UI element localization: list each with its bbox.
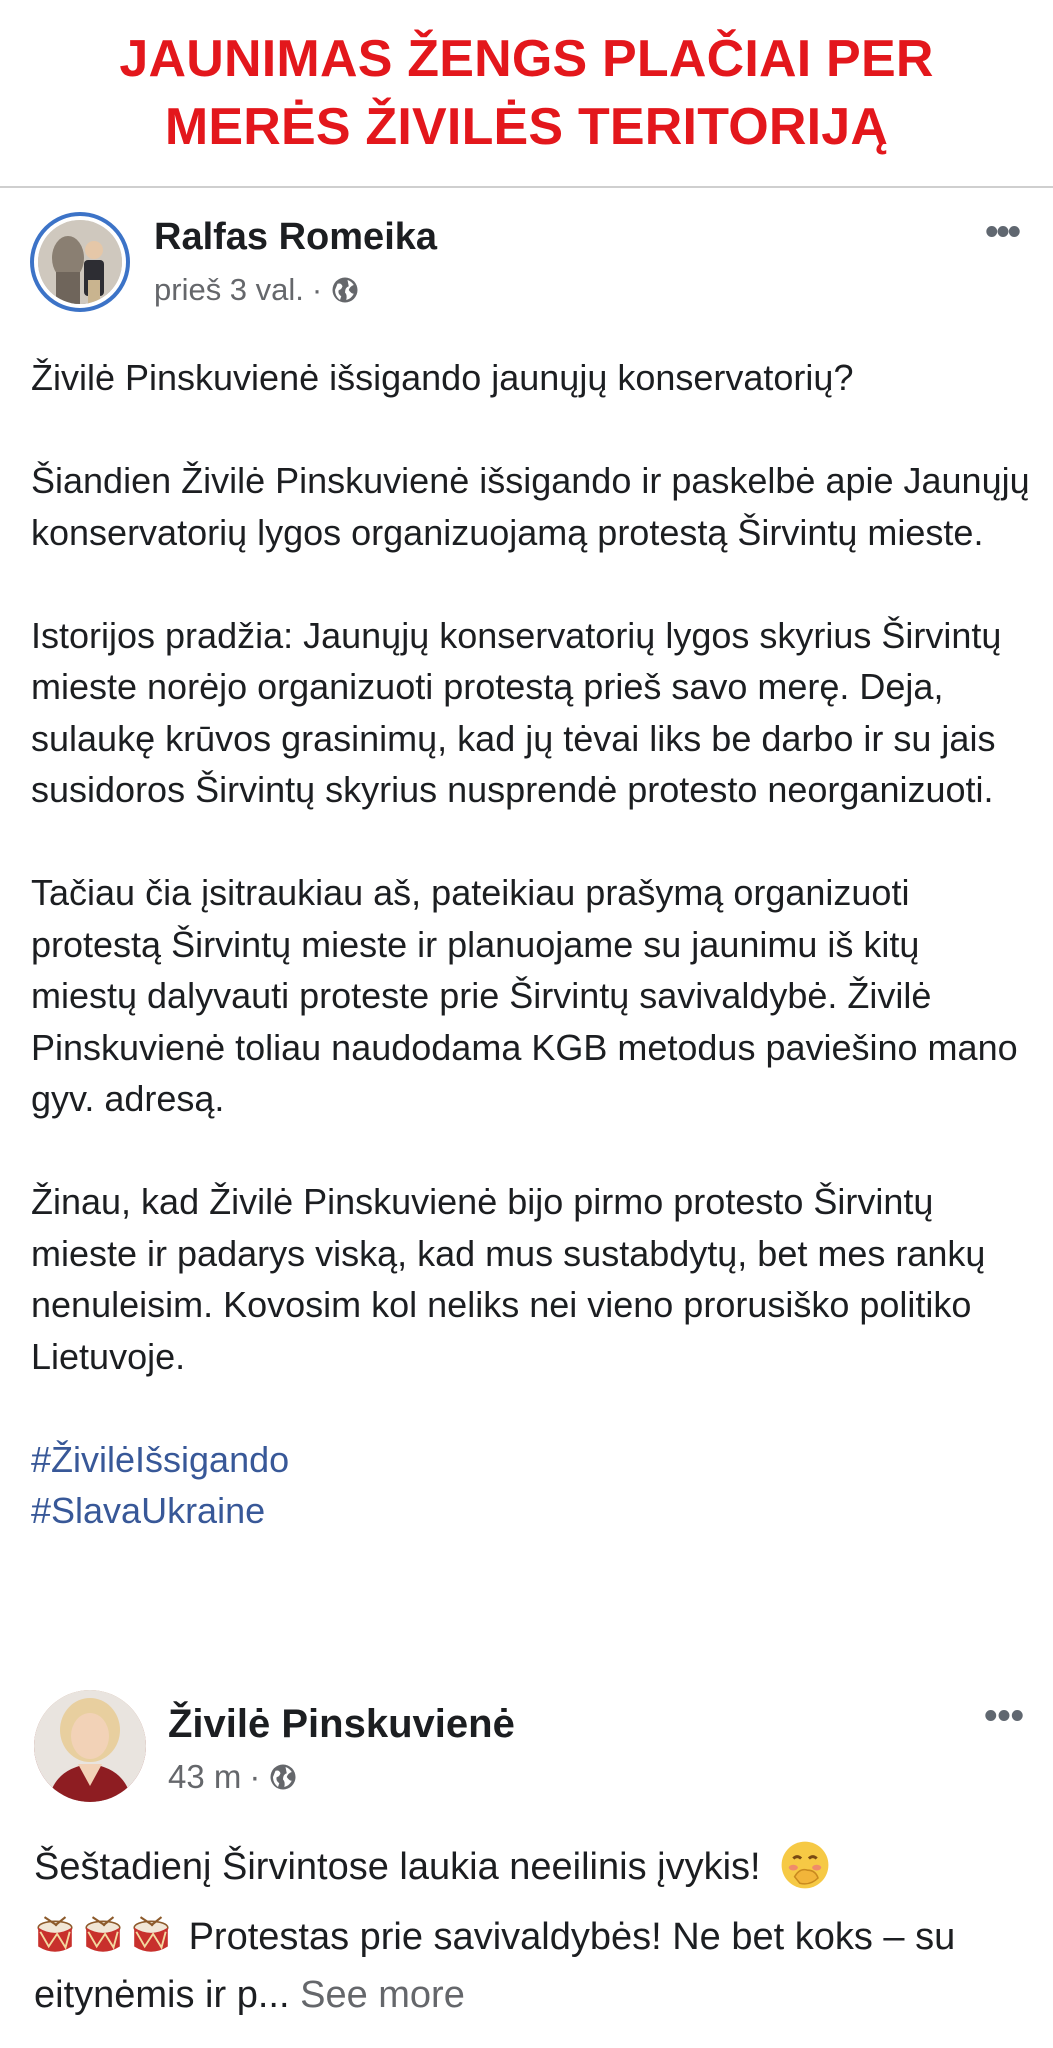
- drum-emoji: [82, 1915, 124, 1957]
- avatar-photo-icon: [38, 220, 122, 304]
- globe-icon: [330, 275, 360, 305]
- shared-line-1-text: Šeštadienį Širvintose laukia neeilinis įvykis!: [34, 1846, 761, 1888]
- divider: [0, 186, 1053, 188]
- shared-post-time[interactable]: 43 m: [168, 1758, 242, 1795]
- post-paragraph: Tačiau čia įsitraukiau aš, pateikiau prašymą organizuoti protestą Širvintų mieste ir planuojame su jaunimu iš kitų miestų dalyvauti proteste prie Širvintų savivaldybė. Živilė Pinskuvienė toliau naudodama KGB metodus paviešino mano gyv. adresą.: [31, 872, 1018, 1119]
- globe-icon: [268, 1762, 298, 1792]
- post-paragraph: Šiandien Živilė Pinskuvienė išsigando ir paskelbė apie Jaunųjų konservatorių lygos organizuojamą protestą Širvintų mieste.: [31, 460, 1030, 553]
- more-options-icon[interactable]: •••: [985, 211, 1019, 253]
- post-paragraph: Istorijos pradžia: Jaunųjų konservatorių lygos skyrius Širvintų mieste norėjo organizuoti protestą prieš savo merę. Deja, sulaukę krūvos grasinimų, kad jų tėvai liks be darbo ir su jais susidoros Širvintų skyrius nusprendė protesto neorganizuoti.: [31, 614, 1002, 810]
- more-options-icon[interactable]: •••: [984, 1695, 1024, 1737]
- meta-separator: ·: [249, 1758, 261, 1795]
- drum-emoji: [34, 1915, 76, 1957]
- headline-line-1: JAUNIMAS ŽENGS PLAČIAI PER: [119, 30, 934, 88]
- post-time[interactable]: prieš 3 val.: [154, 272, 304, 307]
- headline-line-2: MERĖS ŽIVILĖS TERITORIJĄ: [164, 98, 889, 156]
- smiling-face-with-hand-over-mouth-emoji: [779, 1839, 831, 1891]
- drum-emoji: [130, 1915, 172, 1957]
- post-header: [30, 212, 1023, 322]
- author-avatar[interactable]: [30, 212, 130, 312]
- meta-separator: ·: [311, 272, 323, 307]
- hashtag-link[interactable]: #ŽivilėIšsigando: [31, 1438, 290, 1480]
- author-name[interactable]: Ralfas Romeika: [154, 216, 438, 258]
- hashtag-link[interactable]: #SlavaUkraine: [31, 1490, 266, 1531]
- shared-author-name[interactable]: Živilė Pinskuvienė: [168, 1702, 515, 1746]
- post-body: [31, 352, 1031, 1537]
- shared-post-body: [34, 1838, 1034, 2036]
- shared-author-avatar[interactable]: [34, 1690, 146, 1802]
- shared-line-2: [34, 1908, 1034, 2024]
- post-paragraph: Živilė Pinskuvienė išsigando jaunųjų konservatorių?: [31, 357, 854, 398]
- post-paragraph: Žinau, kad Živilė Pinskuvienė bijo pirmo protesto Širvintų mieste ir padarys viską, kad mus sustabdytų, bet mes rankų nenuleisim. Kovosim kol neliks nei vieno prorusiško politiko Lietuvoje.: [31, 1181, 986, 1377]
- shared-line-2-text: Protestas prie savivaldybės! Ne bet koks – su eitynėmis ir p...: [34, 1916, 956, 2016]
- shared-line-1: [34, 1838, 1034, 1896]
- avatar-photo-icon: [34, 1690, 146, 1802]
- see-more-link[interactable]: See more: [300, 1974, 465, 2016]
- hashtag-list: [31, 1434, 1031, 1537]
- avatar-photo: [38, 220, 122, 304]
- news-headline: [0, 0, 1053, 186]
- post-meta: [154, 272, 360, 308]
- shared-post-meta: [168, 1758, 298, 1796]
- shared-post-header: [34, 1690, 1024, 1800]
